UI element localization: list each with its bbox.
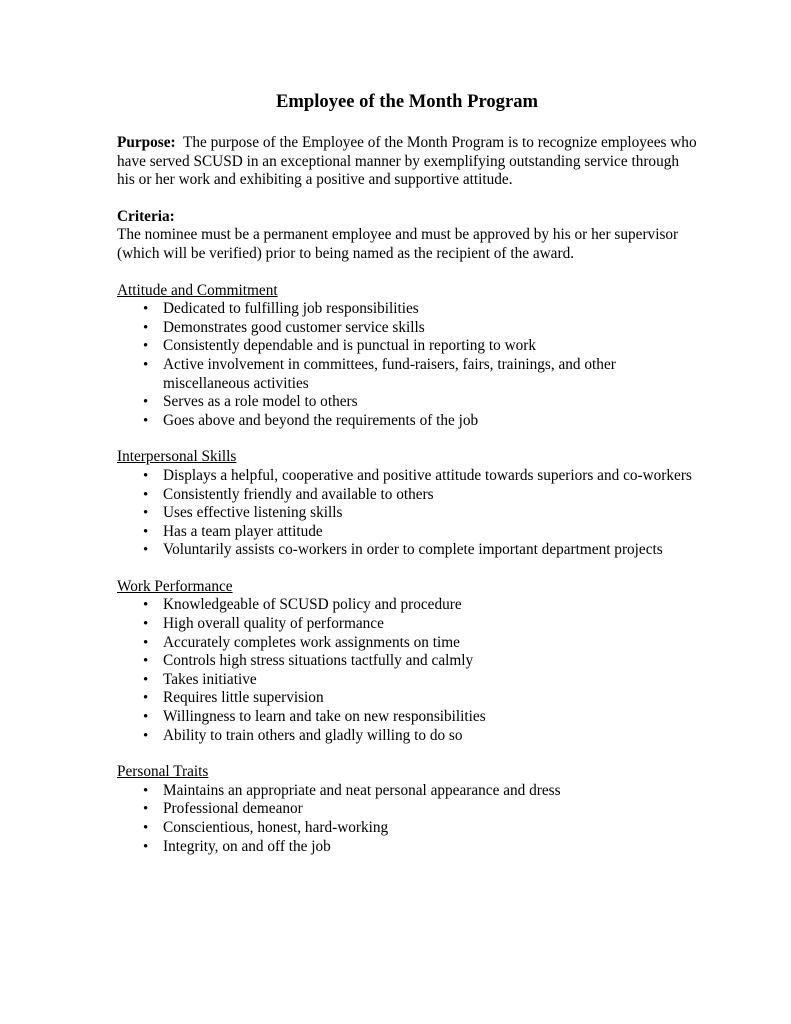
list-item — [117, 727, 697, 746]
bullet-icon: • — [143, 727, 149, 744]
bullet-icon: • — [143, 542, 149, 559]
bullet-list — [117, 596, 697, 745]
list-item-text: Consistently friendly and available to others — [163, 485, 434, 503]
list-item-text: Serves as a role model to others — [163, 393, 358, 411]
list-item — [117, 523, 697, 542]
bullet-icon: • — [143, 801, 149, 818]
bullet-icon: • — [143, 597, 149, 614]
bullet-icon: • — [143, 505, 149, 522]
list-item — [117, 782, 697, 801]
list-item — [117, 800, 697, 819]
list-item-text: Maintains an appropriate and neat personal appearance and dress — [163, 781, 561, 799]
list-item — [117, 467, 697, 486]
list-item-text: Has a team player attitude — [163, 522, 323, 540]
section-title: Work Performance — [117, 577, 233, 595]
section-title: Personal Traits — [117, 763, 209, 781]
list-item — [117, 541, 697, 560]
list-item — [117, 708, 697, 727]
list-item-text: Accurately completes work assignments on time — [163, 633, 460, 651]
list-item-text: Uses effective listening skills — [163, 504, 343, 522]
document-page — [117, 90, 697, 874]
purpose-text: The purpose of the Employee of the Month Program is to recognize employees who have served SCUSD in an exceptional manner by exemplifying outstanding service through his or her work and exhibiting a positive and supportive attitude. — [117, 134, 697, 189]
list-item-text: Willingness to learn and take on new responsibilities — [163, 708, 486, 726]
list-item — [117, 652, 697, 671]
list-item-text: Integrity, on and off the job — [163, 837, 331, 855]
section-personal-traits — [117, 763, 697, 856]
bullet-icon: • — [143, 523, 149, 540]
list-item-text: Consistently dependable and is punctual in reporting to work — [163, 337, 537, 355]
list-item — [117, 671, 697, 690]
list-item-text: Knowledgeable of SCUSD policy and procedure — [163, 596, 462, 614]
bullet-icon: • — [143, 486, 149, 503]
list-item — [117, 356, 697, 393]
list-item — [117, 504, 697, 523]
bullet-icon: • — [143, 412, 149, 429]
list-item — [117, 596, 697, 615]
bullet-icon: • — [143, 653, 149, 670]
section-interpersonal-skills — [117, 448, 697, 560]
bullet-icon: • — [143, 301, 149, 318]
section-title: Interpersonal Skills — [117, 448, 237, 466]
list-item — [117, 838, 697, 857]
list-item-text: Conscientious, honest, hard-working — [163, 819, 389, 836]
purpose-label: Purpose: — [117, 134, 176, 151]
bullet-icon: • — [143, 782, 149, 799]
bullet-list — [117, 782, 697, 856]
bullet-icon: • — [143, 634, 149, 651]
criteria-label: Criteria: — [117, 207, 175, 225]
list-item-text: Voluntarily assists co-workers in order to complete important department projects — [163, 541, 663, 559]
bullet-list — [117, 467, 697, 560]
list-item-text: Professional demeanor — [163, 800, 303, 818]
list-item — [117, 337, 697, 356]
list-item — [117, 689, 697, 708]
bullet-icon: • — [143, 467, 149, 484]
list-item-text: Takes initiative — [163, 670, 257, 688]
list-item — [117, 300, 697, 319]
bullet-icon: • — [143, 356, 149, 373]
list-item — [117, 319, 697, 338]
list-item-text: Requires little supervision — [163, 689, 324, 707]
list-item — [117, 634, 697, 653]
list-item-text: Controls high stress situations tactfully and calmly — [163, 652, 474, 670]
list-item-text: High overall quality of performance — [163, 615, 384, 633]
bullet-icon: • — [143, 616, 149, 633]
list-item-text: Active involvement in committees, fund-raisers, fairs, trainings, and other miscellaneous activities — [163, 355, 616, 392]
list-item — [117, 486, 697, 505]
bullet-icon: • — [143, 671, 149, 688]
page-title: Employee of the Month Program — [276, 91, 538, 112]
list-item-text: Ability to train others and gladly willing to do so — [163, 726, 463, 744]
bullet-icon: • — [143, 820, 149, 836]
criteria-text: The nominee must be a permanent employee and must be approved by his or her supervisor (which will be verified) prior to being named as the recipient of the award. — [117, 226, 679, 262]
bullet-icon: • — [143, 394, 149, 411]
bullet-icon: • — [143, 690, 149, 707]
bullet-icon: • — [143, 709, 149, 726]
list-item-text: Demonstrates good customer service skills — [163, 318, 425, 336]
list-item — [117, 819, 697, 838]
list-item — [117, 393, 697, 412]
bullet-icon: • — [143, 838, 149, 855]
section-work-performance — [117, 578, 697, 745]
section-attitude-and-commitment — [117, 282, 697, 431]
bullet-list — [117, 300, 697, 430]
list-item — [117, 412, 697, 431]
bullet-icon: • — [143, 338, 149, 355]
list-item-text: Dedicated to fulfilling job responsibilities — [163, 300, 419, 318]
purpose-paragraph — [117, 134, 697, 190]
list-item-text: Displays a helpful, cooperative and positive attitude towards superiors and co-workers — [163, 466, 692, 484]
section-title: Attitude and Commitment — [117, 281, 278, 299]
bullet-icon: • — [143, 319, 149, 336]
list-item-text: Goes above and beyond the requirements of the job — [163, 411, 479, 429]
list-item — [117, 615, 697, 634]
